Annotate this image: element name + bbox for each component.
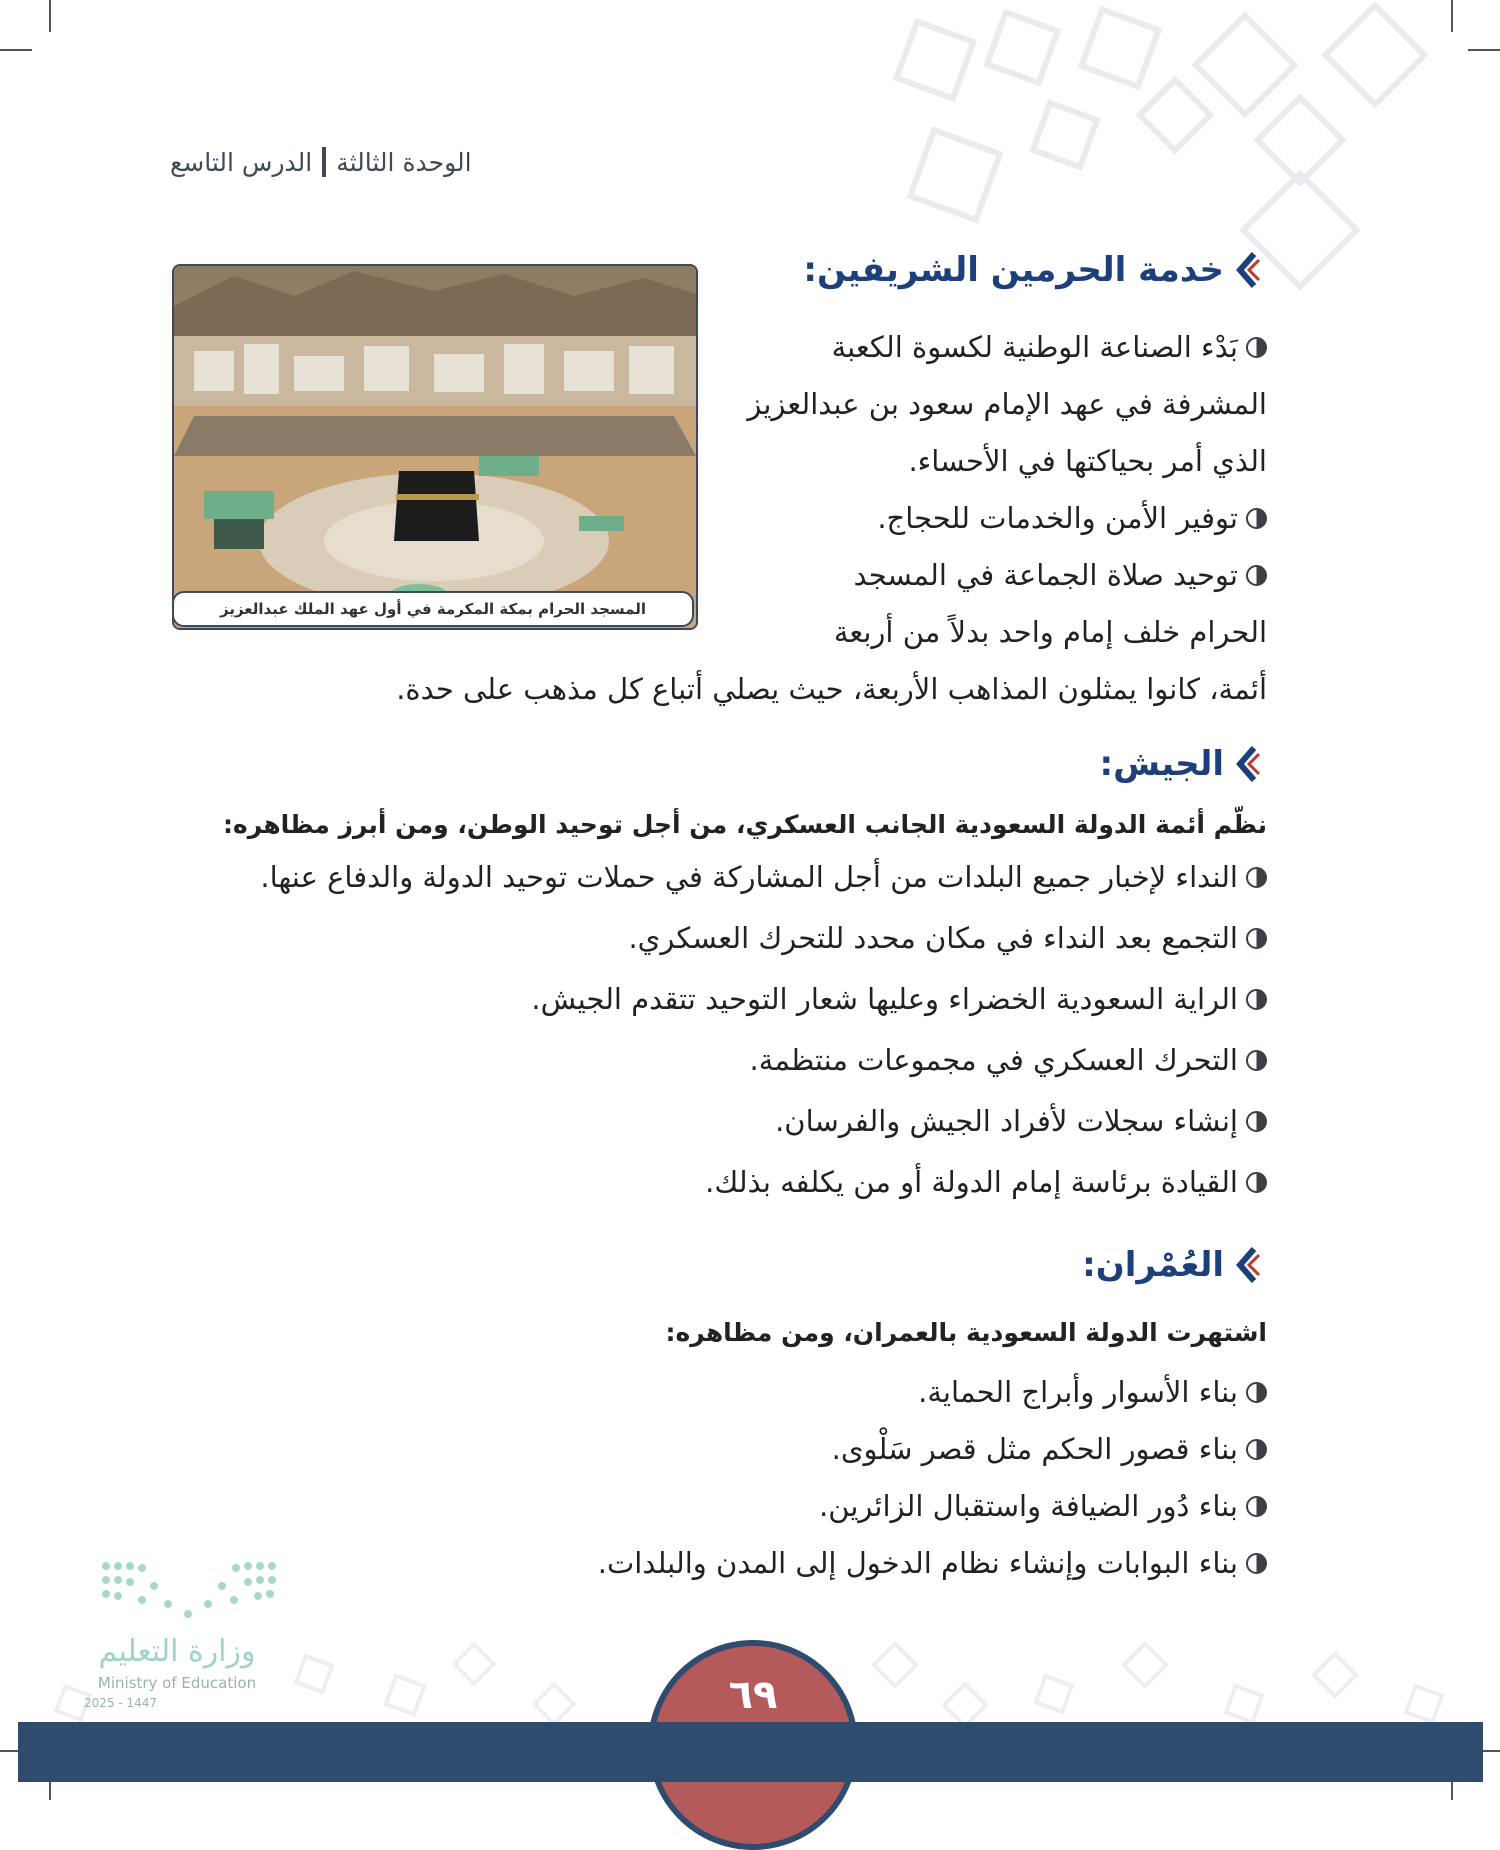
bullet-icon	[1246, 1111, 1267, 1132]
list-item-text: توفير الأمن والخدمات للحجاج.	[877, 501, 1238, 535]
list-item	[918, 1375, 1267, 1409]
lesson-label: الدرس التاسع	[170, 147, 313, 177]
list-item	[598, 1546, 1267, 1580]
chevron-icon	[1234, 1245, 1260, 1285]
list-item-text: توحيد صلاة الجماعة في المسجد	[853, 558, 1238, 592]
bullet-icon	[1246, 1439, 1267, 1460]
haram-photo	[172, 264, 698, 630]
header-separator	[322, 147, 326, 177]
crop-mark	[1468, 49, 1500, 51]
lesson-header	[170, 140, 510, 184]
ministry-logo-dots	[98, 1556, 284, 1626]
section-intro: نظّم أئمة الدولة السعودية الجانب العسكري، من أجل توحيد الوطن، ومن أبرز مظاهره:	[223, 810, 1267, 839]
ministry-name-ar: وزارة التعليم	[98, 1634, 256, 1669]
bullet-icon	[1246, 1050, 1267, 1071]
haram-illustration	[174, 266, 696, 628]
list-item-text: بناء دُور الضيافة واستقبال الزائرين.	[819, 1489, 1238, 1523]
list-item-continuation	[747, 387, 1267, 421]
crop-mark	[49, 0, 51, 32]
section-title-haramain	[803, 250, 1260, 290]
section-title-text: الجيش:	[1099, 744, 1224, 784]
list-item-text: بَدْء الصناعة الوطنية لكسوة الكعبة	[831, 330, 1238, 364]
crop-mark	[1451, 0, 1453, 32]
list-item	[705, 1165, 1267, 1199]
list-item	[832, 330, 1267, 364]
list-item-continuation	[908, 444, 1267, 478]
list-item-text: القيادة برئاسة إمام الدولة أو من يكلفه بذلك.	[705, 1165, 1238, 1199]
list-item	[832, 1432, 1267, 1466]
section-intro: اشتهرت الدولة السعودية بالعمران، ومن مظاهره:	[665, 1318, 1267, 1347]
list-item-continuation	[396, 672, 1267, 706]
list-item	[260, 860, 1267, 894]
list-item	[628, 921, 1267, 955]
bullet-icon	[1246, 1172, 1267, 1193]
ministry-name-en: Ministry of Education	[97, 1674, 257, 1692]
crop-mark	[0, 49, 32, 51]
list-item-text: بناء البوابات وإنشاء نظام الدخول إلى المدن والبلدات.	[597, 1546, 1238, 1580]
list-item-text: بناء الأسوار وأبراج الحماية.	[918, 1375, 1238, 1409]
bullet-icon	[1246, 337, 1267, 358]
list-item-text: المشرفة في عهد الإمام سعود بن عبدالعزيز	[747, 387, 1267, 421]
bullet-icon	[1246, 867, 1267, 888]
list-item	[819, 1489, 1267, 1523]
list-item-text: التحرك العسكري في مجموعات منتظمة.	[749, 1043, 1238, 1077]
list-item	[877, 501, 1267, 535]
list-item-text: إنشاء سجلات لأفراد الجيش والفرسان.	[775, 1104, 1238, 1138]
bullet-icon	[1246, 989, 1267, 1010]
chevron-icon	[1234, 250, 1260, 290]
bullet-icon	[1246, 928, 1267, 949]
page-number: ٦٩	[728, 1672, 778, 1718]
list-item-text: النداء لإخبار جميع البلدات من أجل المشاركة في حملات توحيد الدولة والدفاع عنها.	[260, 860, 1238, 894]
edition-year: 2025 - 1447	[84, 1696, 158, 1710]
list-item	[531, 982, 1267, 1016]
list-item-text: الذي أمر بحياكتها في الأحساء.	[908, 444, 1267, 478]
photo-caption: المسجد الحرام بمكة المكرمة في أول عهد الملك عبدالعزيز	[172, 591, 694, 627]
ministry-logo	[84, 1556, 284, 1716]
list-item-text: التجمع بعد النداء في مكان محدد للتحرك العسكري.	[628, 921, 1238, 955]
section-title-text: خدمة الحرمين الشريفين:	[803, 250, 1224, 290]
list-item-continuation	[834, 615, 1267, 649]
section-title-construction	[1082, 1245, 1260, 1285]
chevron-icon	[1234, 744, 1260, 784]
footer-bar	[18, 1722, 1483, 1782]
list-item-text: أئمة، كانوا يمثلون المذاهب الأربعة، حيث يصلي أتباع كل مذهب على حدة.	[396, 672, 1267, 706]
bullet-icon	[1246, 1382, 1267, 1403]
list-item-text: الحرام خلف إمام واحد بدلاً من أربعة	[833, 615, 1267, 649]
bullet-icon	[1246, 508, 1267, 529]
section-title-text: العُمْران:	[1082, 1245, 1224, 1285]
list-item-text: الراية السعودية الخضراء وعليها شعار التوحيد تتقدم الجيش.	[531, 982, 1238, 1016]
list-item	[853, 558, 1267, 592]
bullet-icon	[1246, 565, 1267, 586]
section-title-army	[1100, 744, 1260, 784]
unit-label: الوحدة الثالثة	[336, 147, 472, 177]
list-item	[775, 1104, 1267, 1138]
bullet-icon	[1246, 1553, 1267, 1574]
list-item-text: بناء قصور الحكم مثل قصر سَلْوى.	[831, 1432, 1238, 1466]
list-item	[750, 1043, 1267, 1077]
bullet-icon	[1246, 1496, 1267, 1517]
